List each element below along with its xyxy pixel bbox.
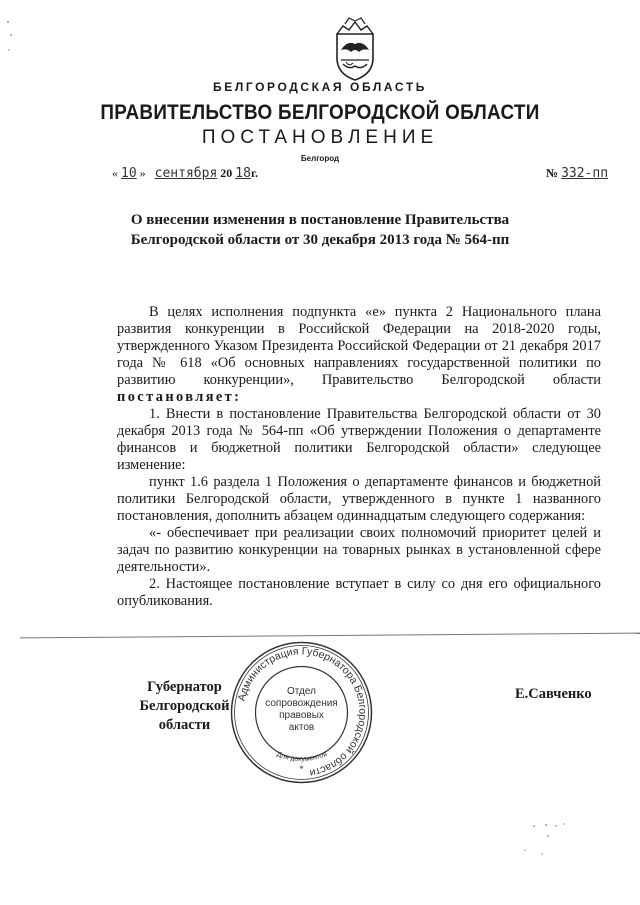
official-stamp xyxy=(229,640,374,785)
item-1-detail-paragraph: пункт 1.6 раздела 1 Положения о департаменте финансов и бюджетной политики Белгородской области, утвержденного в пункте 1 названного постановления, дополнить абзацем одиннадцатым следующего содержания: xyxy=(117,474,601,524)
date-day: 10 xyxy=(121,166,137,181)
stamp-line-3: правовых xyxy=(279,710,324,721)
region-name: БЕЛГОРОДСКАЯ ОБЛАСТЬ xyxy=(213,80,427,94)
document-body xyxy=(117,304,601,610)
stamp-line-1: Отдел xyxy=(287,686,316,697)
government-name: ПРАВИТЕЛЬСТВО БЕЛГОРОДСКОЙ ОБЛАСТИ xyxy=(100,101,540,124)
preamble-text: В целях исполнения подпункта «е» пункта 2 Национального плана развития конкуренции в Российской Федерации на 2018-2020 годы, утвержденного Указом Президента Российской Федерации от 21 декабря 2017 года № 618 «Об основных направлениях государственной политики по развитию конкуренции», Правительство Белгородской области xyxy=(117,304,601,388)
number-value: 332-пп xyxy=(561,166,609,181)
separator-line xyxy=(20,633,640,639)
city-name: Белгород xyxy=(300,154,340,163)
item-1-paragraph: 1. Внести в постановление Правительства Белгородской области от 30 декабря 2013 года № 564-пп «Об утверждении Положения о департаменте финансов и бюджетной политики Белгородской области» следующее изменение: xyxy=(117,406,601,473)
date-open-quote: « xyxy=(112,166,118,180)
document-type: ПОСТАНОВЛЕНИЕ xyxy=(201,127,439,148)
stamp-bottom-text: Для документов xyxy=(275,750,329,764)
date-year-abbr: г. xyxy=(250,166,259,180)
resolves-word: постановляет: xyxy=(117,389,242,405)
number-prefix: № xyxy=(546,166,559,180)
scan-specks xyxy=(520,820,580,860)
signatory-name: Е.Савченко xyxy=(515,686,592,702)
stamp-line-4: актов xyxy=(288,722,315,733)
stamp-star-icon: * xyxy=(299,764,304,774)
coat-of-arms-icon xyxy=(331,14,379,82)
stamp-line-2: сопровождения xyxy=(265,698,338,709)
subject-line-2: Белгородской области от 30 декабря 2013 года № 564-пп xyxy=(130,232,510,248)
date-year-prefix: 20 xyxy=(220,166,233,180)
date-year-suffix: 18 xyxy=(235,166,251,181)
preamble-paragraph xyxy=(117,304,601,406)
date-month: сентября xyxy=(154,166,218,181)
signatory-title-line-2: Белгородской области xyxy=(139,698,230,733)
date-close-quote: » xyxy=(139,166,146,180)
stamp-ring-text: Администрация Губернатора Белгородской области xyxy=(235,645,369,779)
scan-edge-marks xyxy=(5,10,25,70)
item-1-quote-paragraph: «- обеспечивает при реализации своих полномочий приоритет целей и задач по развитию конкуренции на товарных рынках в установленной сфере деятельности». xyxy=(117,525,601,575)
document-subject xyxy=(0,210,640,250)
signatory-title-line-1: Губернатор xyxy=(147,679,222,695)
document-number xyxy=(546,166,608,181)
subject-line-1: О внесении изменения в постановление Правительства xyxy=(130,212,510,228)
item-2-paragraph: 2. Настоящее постановление вступает в силу со дня его официального опубликования. xyxy=(117,576,601,609)
document-date xyxy=(112,166,258,181)
